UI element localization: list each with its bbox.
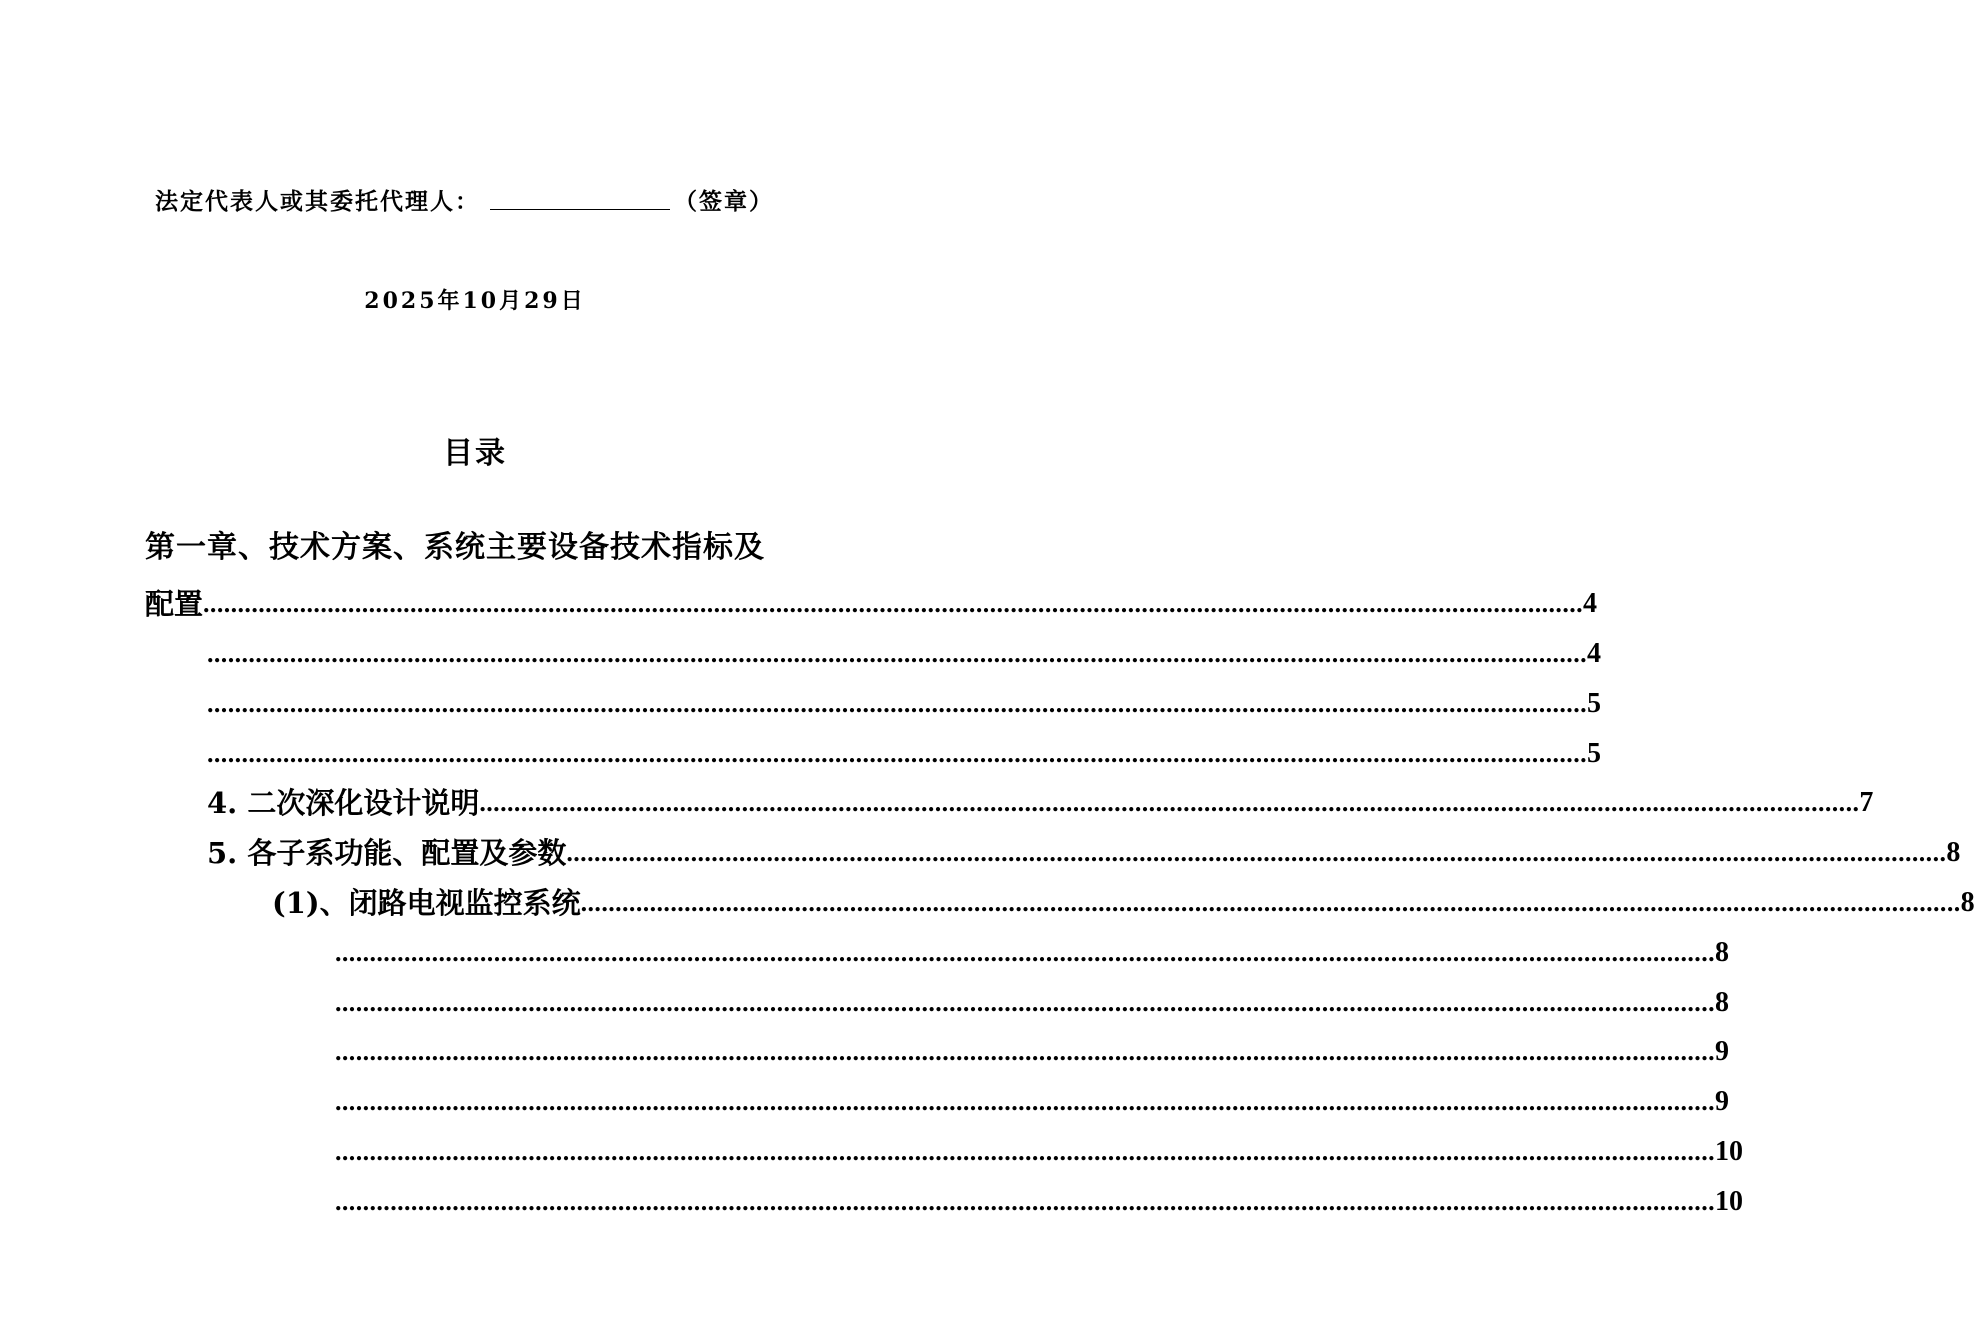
toc-entry[interactable] (207, 777, 1874, 823)
toc-entry-page: 7 (1859, 787, 1874, 818)
toc-entry[interactable] (145, 578, 1598, 624)
toc-entry-page: 10 (1715, 1136, 1743, 1167)
toc-entry[interactable] (335, 977, 1729, 1023)
signature-suffix: （签章） (674, 188, 774, 215)
toc-entry[interactable] (272, 877, 1975, 923)
toc-entry-text: 5. 各子系功能、配置及参数 (207, 836, 567, 870)
toc-entry[interactable] (207, 827, 1961, 873)
toc-leader-dots: ........................................................................................................................................................................................................ (335, 1087, 1715, 1116)
toc-entry-page: 5 (1587, 688, 1601, 719)
toc-entry-page: 10 (1715, 1186, 1743, 1217)
toc-entry[interactable] (207, 728, 1601, 774)
toc-leader-dots: ........................................................................................................................................................................................................ (207, 739, 1587, 768)
toc-entry-text: (1)、闭路电视监控系统 (272, 886, 581, 920)
toc-entry-page: 5 (1587, 738, 1601, 769)
toc-leader-dots: ........................................................................................................................................................................................................ (335, 938, 1715, 967)
toc-leader-dots: ........................................................................................................................................................................................................ (207, 639, 1587, 668)
toc-leader-dots: ........................................................................................................................................................................................................ (479, 788, 1860, 817)
toc-entry-page: 8 (1715, 937, 1729, 968)
toc-title: 目录 (443, 436, 507, 471)
toc-leader-dots: ........................................................................................................................................................................................................ (335, 1037, 1715, 1066)
toc-leader-dots: ........................................................................................................................................................................................................ (203, 589, 1584, 618)
toc-entry-page: 4 (1583, 588, 1598, 619)
signature-line (155, 183, 795, 216)
toc-leader-dots: ........................................................................................................................................................................................................ (566, 838, 1947, 867)
toc-chapter-heading: 第一章、技术方案、系统主要设备技术指标及 (145, 530, 765, 565)
toc-entry[interactable] (335, 927, 1729, 973)
toc-leader-dots: ........................................................................................................................................................................................................ (335, 988, 1715, 1017)
signature-label: 法定代表人或其委托代理人： (155, 188, 480, 215)
document-date: 2025年10月29日 (364, 288, 586, 314)
toc-entry[interactable] (335, 1076, 1729, 1122)
toc-entry-page: 9 (1715, 1086, 1729, 1117)
toc-leader-dots: ........................................................................................................................................................................................................ (335, 1187, 1715, 1216)
toc-entry-text: 4. 二次深化设计说明 (207, 786, 480, 820)
toc-entry-page: 8 (1715, 987, 1729, 1018)
toc-entry-page: 8 (1960, 887, 1975, 918)
toc-entry[interactable] (207, 678, 1601, 724)
toc-leader-dots: ........................................................................................................................................................................................................ (580, 888, 1961, 917)
toc-entry[interactable] (335, 1176, 1743, 1222)
toc-entry-page: 9 (1715, 1036, 1729, 1067)
toc-entry-text: 配置 (145, 587, 204, 621)
toc-leader-dots: ........................................................................................................................................................................................................ (335, 1137, 1715, 1166)
toc-entry[interactable] (335, 1126, 1743, 1172)
toc-entry-page: 4 (1587, 638, 1601, 669)
toc-leader-dots: ........................................................................................................................................................................................................ (207, 689, 1587, 718)
toc-entry-page: 8 (1946, 837, 1961, 868)
signature-blank (490, 187, 670, 210)
toc-entry[interactable] (335, 1026, 1729, 1072)
toc-entry[interactable] (207, 628, 1601, 674)
